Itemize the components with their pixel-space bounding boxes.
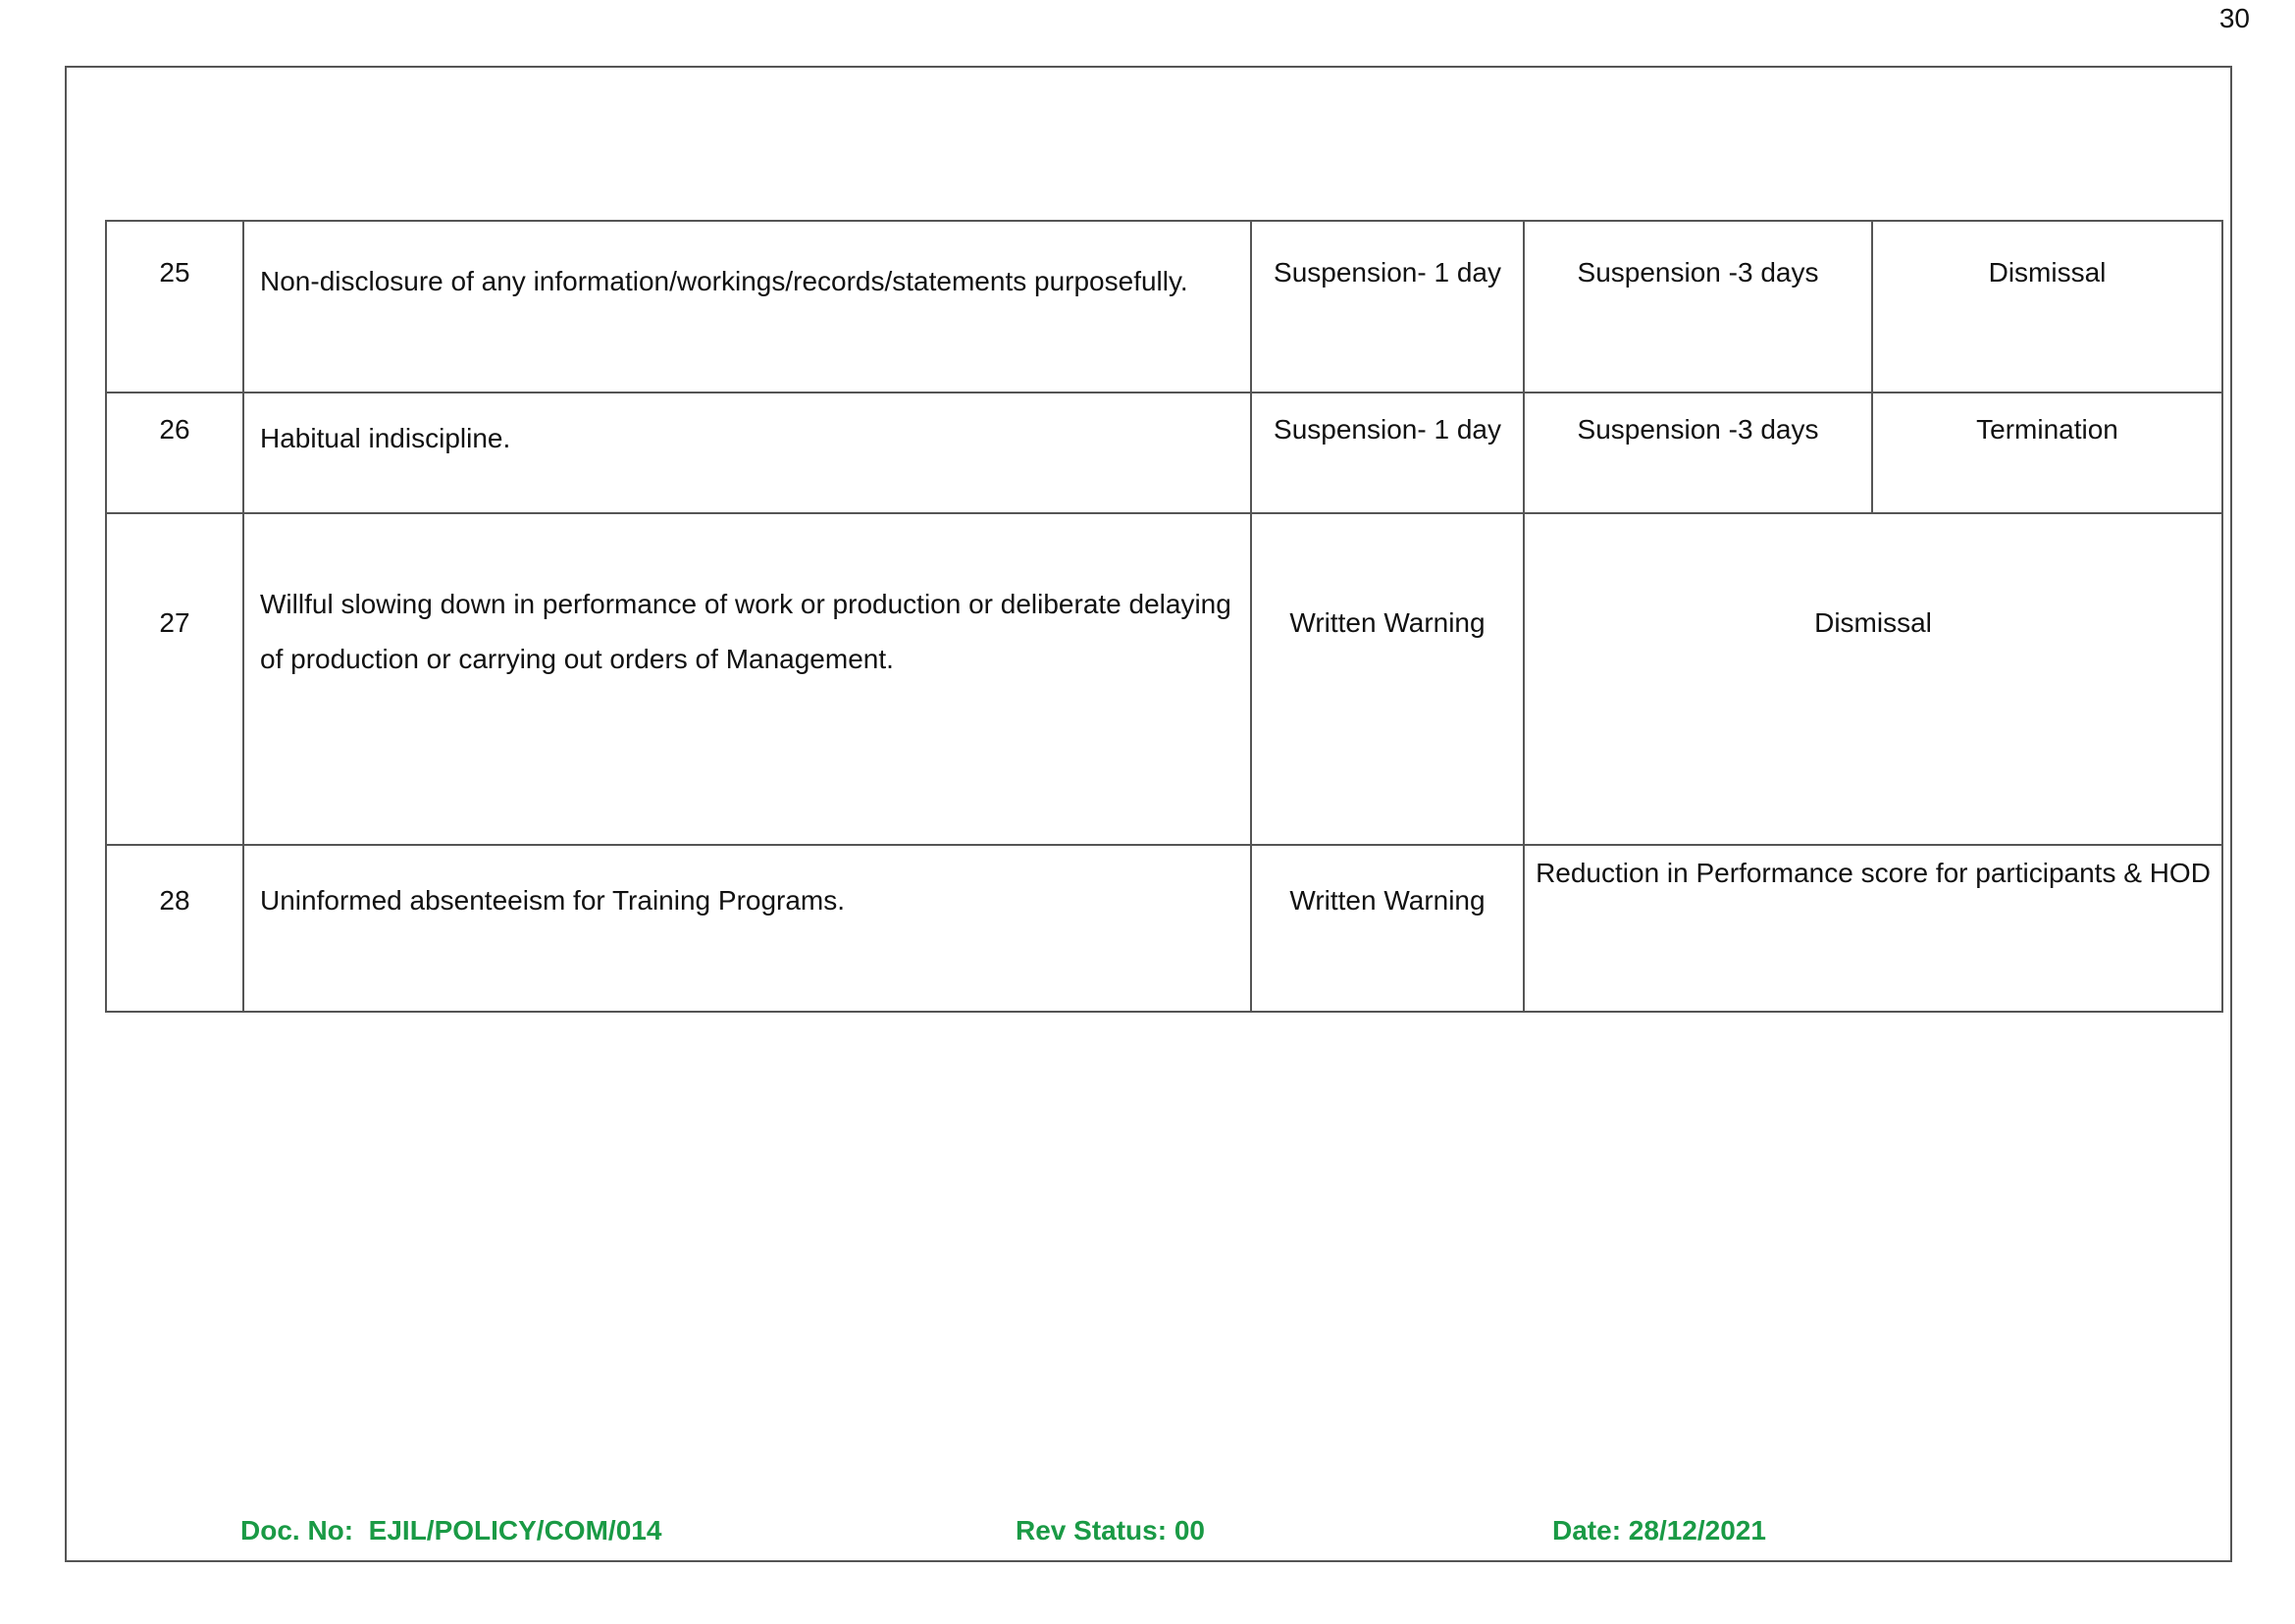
table-row [106, 845, 2222, 1012]
row-number: 25 [106, 221, 243, 393]
offence-description: Habitual indiscipline. [243, 393, 1251, 513]
third-offence-penalty: Dismissal [1872, 221, 2222, 393]
row-number: 27 [106, 513, 243, 845]
second-offence-penalty: Suspension -3 days [1524, 221, 1872, 393]
row-number: 28 [106, 845, 243, 1012]
row-number: 26 [106, 393, 243, 513]
first-offence-penalty: Written Warning [1251, 845, 1524, 1012]
offence-description: Uninformed absenteeism for Training Programs. [243, 845, 1251, 1012]
third-offence-penalty: Termination [1872, 393, 2222, 513]
subsequent-offence-penalty: Dismissal [1524, 513, 2222, 845]
table-row [106, 221, 2222, 393]
first-offence-penalty: Suspension- 1 day [1251, 221, 1524, 393]
subsequent-offence-penalty: Reduction in Performance score for participants & HOD [1524, 845, 2222, 1012]
document-date: Date: 28/12/2021 [1552, 1515, 1766, 1545]
doc-number: Doc. No: EJIL/POLICY/COM/014 [240, 1515, 662, 1545]
first-offence-penalty: Written Warning [1251, 513, 1524, 845]
rev-status: Rev Status: 00 [1016, 1515, 1205, 1545]
disciplinary-actions-table [105, 220, 2223, 1013]
offence-description: Willful slowing down in performance of work or production or deliberate delaying of production or carrying out orders of Management. [243, 513, 1251, 845]
offence-description: Non-disclosure of any information/workings/records/statements purposefully. [243, 221, 1251, 393]
first-offence-penalty: Suspension- 1 day [1251, 393, 1524, 513]
second-offence-penalty: Suspension -3 days [1524, 393, 1872, 513]
page-number: 30 [2218, 3, 2250, 33]
table-row [106, 393, 2222, 513]
table-row [106, 513, 2222, 845]
